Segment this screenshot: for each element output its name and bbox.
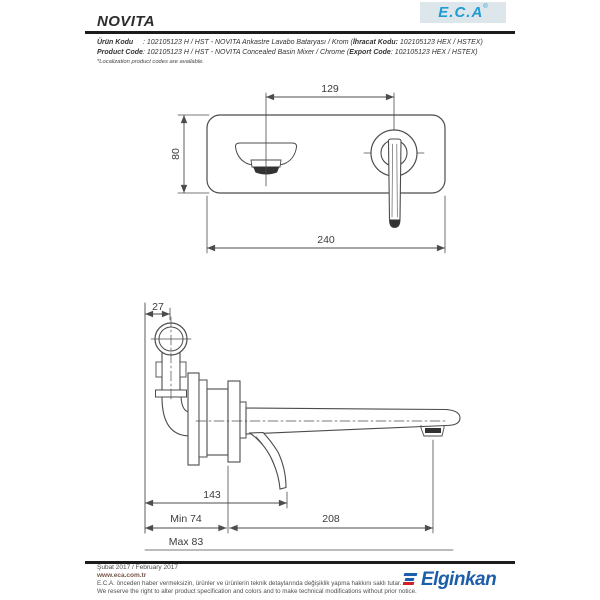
- valve-tab: [156, 362, 162, 377]
- dim-label-129: 129: [321, 83, 339, 95]
- dim-label-240: 240: [317, 234, 335, 246]
- valve-tab: [180, 362, 186, 377]
- localization-note: *Localization product codes are available.: [97, 59, 204, 65]
- separator: :: [143, 49, 147, 56]
- aerator-dark: [425, 428, 441, 433]
- front-view-drawing: [170, 83, 445, 253]
- header-divider: [85, 31, 515, 34]
- body-flange: [228, 381, 240, 462]
- mixer-body: [207, 389, 228, 455]
- footer-disclaimer-en: We reserve the right to alter product specification and colors and to make technical modifications without prior notice.: [97, 587, 417, 595]
- export-code-value-tr: 102105123 HEX / HSTEX): [397, 39, 483, 46]
- elginkan-logo: [402, 569, 496, 591]
- side-view-drawing: [145, 301, 460, 550]
- eca-logo-text: E.C.A: [438, 4, 484, 21]
- spout-base: [240, 402, 246, 438]
- dim-label-min74: Min 74: [170, 513, 202, 525]
- escutcheon-step: [199, 380, 207, 457]
- dim-label-80: 80: [170, 148, 182, 160]
- elbow-outer: [162, 397, 190, 436]
- footer-date: Şubat 2017 / February 2017: [97, 564, 178, 571]
- page-title: NOVITA: [97, 13, 155, 30]
- dim-label-143: 143: [203, 489, 221, 501]
- elginkan-bars-icon: [402, 573, 417, 587]
- export-code-label-tr: İhracat Kodu:: [352, 39, 398, 46]
- product-code-label-en: Product Code: [97, 49, 143, 56]
- export-code-label-en: Export Code: [349, 49, 391, 56]
- footer-disclaimer-tr: E.C.A. önceden haber vermeksizin, ürünler ve ürünlerin teknik detaylarında değişiklik yapma hakkını saklı tutar.: [97, 580, 402, 587]
- export-code-value-en: : 102105123 HEX / HSTEX): [390, 49, 478, 56]
- dim-label-27: 27: [152, 301, 164, 313]
- product-code-line-tr: [97, 38, 483, 48]
- technical-drawing: [0, 80, 600, 560]
- registered-trademark-icon: ®: [483, 3, 488, 10]
- separator: :: [143, 39, 147, 46]
- product-code-block: [97, 38, 483, 65]
- handle-lever-side: [250, 433, 286, 490]
- elginkan-logo-text: Elginkan: [421, 569, 497, 590]
- eca-logo: [420, 2, 506, 23]
- dim-label-max83: Max 83: [168, 536, 204, 548]
- handle-lever: [388, 139, 401, 228]
- product-code-value-tr: 102105123 H / HST - NOVITA Ankastre Lavabo Bataryası / Krom (: [146, 39, 353, 46]
- product-code-line-en: [97, 48, 483, 58]
- wall-escutcheon: [188, 373, 199, 465]
- dim-label-208: 208: [322, 513, 340, 525]
- product-code-label-tr: Ürün Kodu: [97, 39, 134, 46]
- product-code-value-en: 102105123 H / HST - NOVITA Concealed Basin Mixer / Chrome (: [146, 49, 350, 56]
- footer-website-link[interactable]: www.eca.com.tr: [97, 572, 147, 579]
- footer-block: [97, 564, 417, 595]
